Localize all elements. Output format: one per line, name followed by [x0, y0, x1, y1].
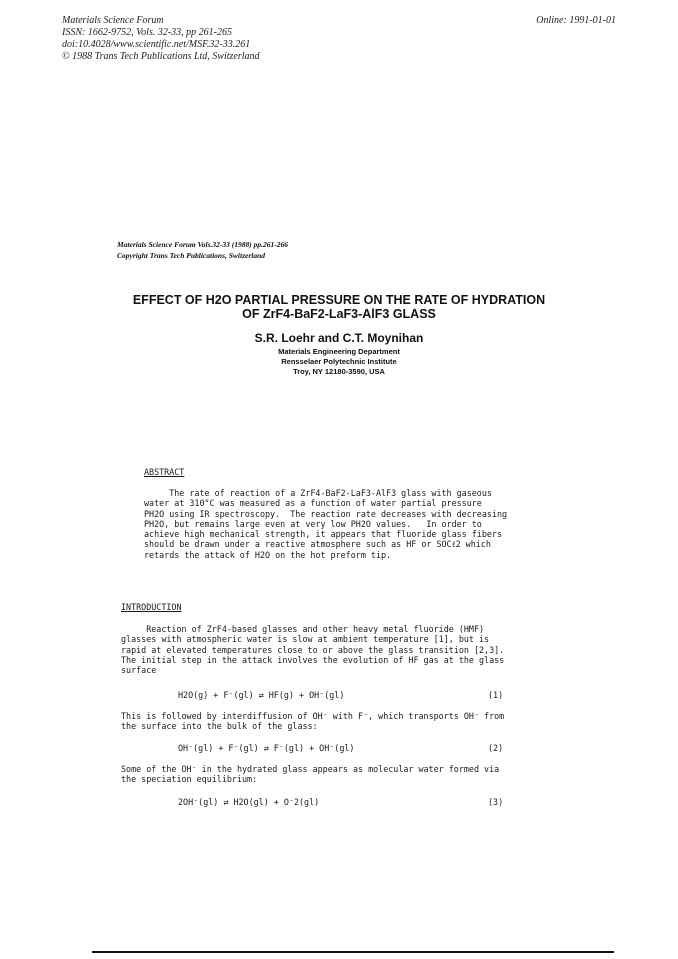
- abstract-body: [144, 488, 507, 560]
- paragraph-line: the surface into the bulk of the glass:: [121, 721, 318, 732]
- bottom-rule: [92, 951, 614, 953]
- abstract-line: water at 310°C was measured as a function of water partial pressure: [144, 498, 482, 509]
- paragraph-line: This is followed by interdiffusion of OH⁻ with F⁻, which transports OH⁻ from: [121, 711, 505, 721]
- paragraph-line: Some of the OH⁻ in the hydrated glass appears as molecular water formed via: [121, 764, 500, 774]
- abstract-line: The rate of reaction of a ZrF4-BaF2-LaF3-AlF3 glass with gaseous: [144, 488, 492, 498]
- equation-2-number: (2): [488, 743, 504, 753]
- authors: S.R. Loehr and C.T. Moynihan: [254, 331, 424, 345]
- doi-link[interactable]: doi:10.4028/www.scientific.net/MSF.32-33.261: [62, 39, 251, 50]
- paragraph-line: surface: [121, 665, 157, 676]
- paragraph-line: Reaction of ZrF4-based glasses and other heavy metal fluoride (HMF): [121, 624, 485, 634]
- introduction-paragraph-1: [121, 624, 504, 675]
- journal-name: Materials Science Forum: [62, 15, 164, 26]
- equation-1-number: (1): [488, 690, 504, 700]
- equation-2: OH⁻(gl) + F⁻(gl) ⇄ F⁻(gl) + OH⁻(gl): [178, 743, 355, 753]
- online-date: Online: 1991-01-01: [536, 15, 616, 26]
- introduction-paragraph-3: [121, 764, 499, 785]
- affiliation-institute: Rensselaer Polytechnic Institute: [281, 357, 397, 366]
- issn-line: ISSN: 1662-9752, Vols. 32-33, pp 261-265: [62, 27, 232, 38]
- abstract-line: should be drawn under a reactive atmosphere such as HF or SOCℓ2 which: [144, 539, 491, 550]
- paragraph-line: the speciation equilibrium:: [121, 774, 258, 785]
- affiliation-address: Troy, NY 12180-3590, USA: [293, 367, 385, 376]
- paper-title-line-2: OF ZrF4-BaF2-LaF3-AlF3 GLASS: [242, 307, 436, 321]
- abstract-line: retards the attack of H2O on the hot preform tip.: [144, 549, 392, 560]
- paragraph-line: The initial step in the attack involves the evolution of HF gas at the glass: [121, 654, 505, 665]
- paragraph-line: rapid at elevated temperatures close to or above the glass transition [2,3].: [121, 644, 505, 655]
- abstract-line: PH2O, but remains large even at very low PH2O values. In order to: [144, 518, 482, 529]
- equation-1: H2O(g) + F⁻(gl) ⇄ HF(g) + OH⁻(gl): [178, 690, 345, 700]
- abstract-heading: ABSTRACT: [144, 467, 185, 477]
- paragraph-line: glasses with atmospheric water is slow at ambient temperature [1], but is: [121, 634, 490, 645]
- paper-title-line-1: EFFECT OF H2O PARTIAL PRESSURE ON THE RATE OF HYDRATION: [132, 293, 546, 307]
- copyright-line: © 1988 Trans Tech Publications Ltd, Switzerland: [62, 51, 260, 62]
- affiliation-department: Materials Engineering Department: [278, 347, 400, 356]
- introduction-heading: INTRODUCTION: [121, 602, 182, 612]
- introduction-paragraph-2: [121, 711, 504, 732]
- journal-copyright: Copyright Trans Tech Publications, Switzerland: [117, 251, 266, 260]
- abstract-line: PH2O using IR spectroscopy. The reaction rate decreases with decreasing: [144, 508, 508, 519]
- equation-3: 2OH⁻(gl) ⇄ H2O(gl) + O⁻2(gl): [178, 797, 320, 807]
- equation-3-number: (3): [488, 797, 504, 807]
- journal-reference: Materials Science Forum Vols.32-33 (1988) pp.261-266: [117, 240, 289, 249]
- abstract-line: achieve high mechanical strength, it appears that fluoride glass fibers: [144, 529, 502, 540]
